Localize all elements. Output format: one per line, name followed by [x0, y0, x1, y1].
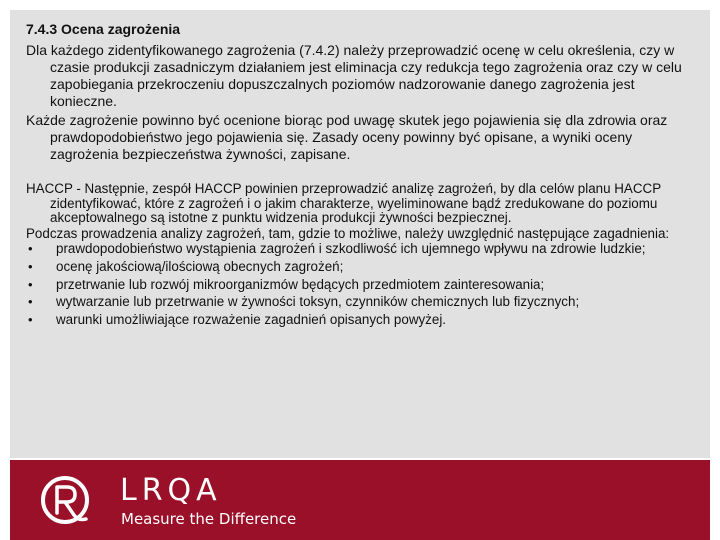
list-item-text: warunki umożliwiające rozważenie zagadnień opisanych powyżej.: [56, 311, 447, 327]
brand-name: LRQA: [120, 473, 222, 508]
paragraph-1: Dla każdego zidentyfikowanego zagrożenia (7.4.2) należy przeprowadzić ocenę w celu określenia, czy w czasie produkcji zasadniczym działaniem jest eliminacja czy redukcja tego zagrożenia oraz czy w celu zapobiegania przekroczeniu dopuszczalnych poziomów nadzorowanie danego zagrożenia jest konieczne.: [26, 42, 682, 109]
list-item-text: ocenę jakościową/ilościową obecnych zagrożeń;: [56, 258, 344, 274]
haccp-label: HACCP: [26, 181, 73, 196]
bullet-icon: •: [28, 294, 33, 310]
list-item: [26, 242, 696, 257]
list-item: [26, 313, 696, 328]
bullet-icon: •: [28, 276, 33, 292]
slide-body: [10, 10, 710, 458]
spacer: [26, 165, 696, 182]
list-item: [26, 295, 696, 310]
bullet-icon: •: [28, 311, 33, 327]
brand-tagline: Measure the Difference: [121, 510, 297, 528]
list-item-text: prawdopodobieństwo wystąpienia zagrożeń i szkodliwość ich ujemnego wpływu na zdrowie ludzkie;: [56, 241, 646, 257]
list-item: [26, 278, 696, 293]
bullet-icon: •: [28, 241, 33, 257]
section-title: 7.4.3 Ocena zagrożenia: [26, 21, 181, 37]
list-item-text: wytwarzanie lub przetrwanie w żywności toksyn, czynników chemicznych lub fizycznych;: [56, 294, 580, 310]
haccp-section: [26, 182, 696, 327]
bullet-list: [26, 242, 696, 327]
bullet-icon: •: [28, 258, 33, 274]
slide-content: [26, 20, 696, 330]
lr-logo-icon: [38, 470, 98, 530]
list-item-text: przetrwanie lub rozwój mikroorganizmów będących przedmiotem zainteresowania;: [56, 276, 545, 292]
footer-banner: [10, 460, 710, 540]
paragraph-haccp: [26, 182, 696, 226]
paragraph-2: Każde zagrożenie powinno być ocenione biorąc pod uwagę skutek jego pojawienia się dla zdrowia oraz prawdopodobieństwo jego pojawienia się. Zasady oceny powinny być opisane, a wyniki oceny zagrożenia bezpieczeństwa żywności, zapisane.: [26, 112, 668, 162]
list-item: [26, 260, 696, 275]
haccp-text: - Następnie, zespół HACCP powinien przeprowadzić analizę zagrożeń, by dla celów planu HACCP zidentyfikować, które z zagrożeń i o jakim charakterze, wyeliminowane bądź zredukowane do poziomu akceptowalnego są istotne z punktu widzenia produkcji żywności bezpiecznej.: [50, 181, 661, 226]
paragraph-4: Podczas prowadzenia analizy zagrożeń, tam, gdzie to możliwe, należy uwzględnić następujące zagadnienia:: [26, 225, 670, 241]
